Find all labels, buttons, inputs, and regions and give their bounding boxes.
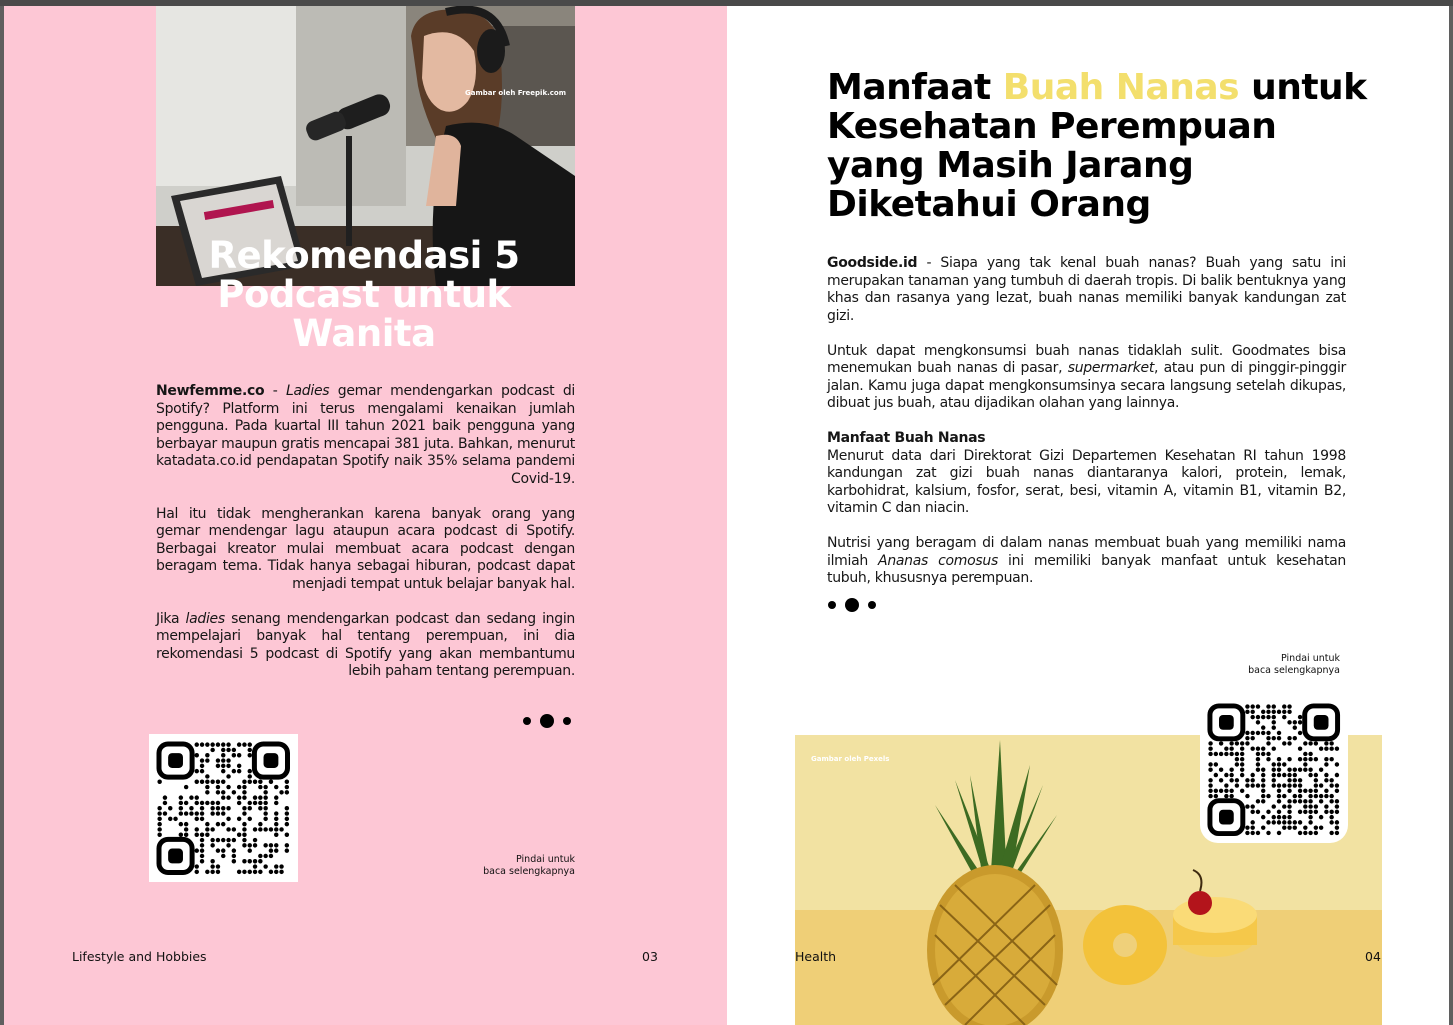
paragraph-1 [156, 383, 575, 488]
scan-note-line-1: Pindai untuk [1281, 653, 1340, 664]
paragraph-4 [827, 535, 1346, 588]
article-title [827, 68, 1367, 224]
page-number: 04 [1365, 949, 1381, 964]
qr-code-pattern [149, 734, 298, 882]
scan-note [1200, 653, 1340, 677]
footer-section: Lifestyle and Hobbies [72, 949, 207, 964]
source-name: Newfemme.co [156, 383, 265, 399]
article-title: Rekomendasi 5 Podcast untuk Wanita [208, 234, 520, 355]
emphasis: Ananas comosus [878, 552, 998, 569]
photo-credit: Gambar oleh Freepik.com [465, 89, 567, 97]
paragraph-1 [827, 255, 1346, 325]
qr-code-pattern [1200, 696, 1348, 843]
page-dots-icon [523, 714, 571, 728]
article-body [827, 255, 1346, 605]
magazine-page-left [4, 6, 727, 1025]
emphasis: Ladies [286, 383, 330, 399]
title-highlight: Buah Nanas [1002, 67, 1240, 108]
paragraph-text: ini memiliki banyak manfaat untuk kesehatan tubuh, khususnya perempuan. [827, 552, 1346, 586]
page-dots-icon [828, 598, 876, 612]
magazine-page-right [727, 6, 1449, 1025]
paragraph-text: Untuk dapat mengkonsumsi buah nanas tidaklah sulit. Goodmates bisa menemukan buah nanas di pasar, [827, 342, 1346, 376]
separator: - [264, 383, 287, 399]
paragraph-text: - Siapa yang tak kenal buah nanas? Buah yang satu ini merupakan tanaman yang tumbuh di daerah tropis. Di balik bentuknya yang khas dan rasanya yang lezat, buah nanas memiliki banyak kandungan zat gizi. [827, 255, 1346, 324]
scan-note [435, 854, 575, 878]
title-part: Manfaat [827, 67, 1003, 108]
footer-section: Health [795, 949, 837, 964]
emphasis: ladies [185, 610, 225, 627]
paragraph-2: Hal itu tidak mengherankan karena banyak orang yang gemar mendengar lagu ataupun acara podcast di Spotify. Berbagai kreator mulai membuat acara podcast dengan beragam tema. Tidak hanya sebagai hiburan, podcast dapat menjadi tempat untuk belajar banyak hal. [156, 505, 575, 592]
article-body [156, 383, 575, 698]
paragraph-text: Nutrisi yang beragam di dalam nanas membuat buah yang memiliki nama ilmiah [827, 535, 1346, 569]
paragraph-text: Jika [156, 610, 186, 627]
qr-code-icon[interactable] [1200, 696, 1348, 843]
scan-note-line-1: Pindai untuk [516, 854, 575, 865]
paragraph-text: Menurut data dari Direktorat Gizi Departemen Kesehatan RI tahun 1998 kandungan zat gizi buah nanas diantaranya kalori, protein, lemak, karbohidrat, kalsium, fosfor, serat, besi, vitamin A, vitamin B1, vitamin B2, vitamin C dan niacin. [827, 447, 1346, 516]
photo-credit: Gambar oleh Pexels [811, 755, 890, 763]
paragraph-3 [156, 611, 575, 681]
qr-code-icon[interactable] [149, 734, 298, 882]
subheading: Manfaat Buah Nanas [827, 430, 986, 446]
paragraph-text: senang mendengarkan podcast dan sedang ingin mempelajari banyak hal tentang perempuan, ini dia rekomendasi 5 podcast di Spotify yang akan membantumu lebih paham tentang perempuan. [156, 610, 575, 679]
scan-note-line-2: baca selengkapnya [1248, 665, 1340, 676]
source-name: Goodside.id [827, 255, 918, 271]
paragraph-2 [827, 343, 1346, 413]
paragraph-text: , atau pun di pinggir-pinggir jalan. Kamu juga dapat mengkonsumsinya secara langsung setelah dikupas, dibuat jus buah, atau dijadikan olahan yang lainnya. [827, 360, 1347, 411]
paragraph-3 [827, 430, 1346, 518]
page-number: 03 [642, 949, 658, 964]
emphasis: supermarket [1067, 360, 1155, 376]
title-part: untuk Kesehatan Perempuan yang Masih Jarang Diketahui Orang [827, 67, 1367, 225]
paragraph-text: gemar mendengarkan podcast di Spotify? Platform ini terus mengalami kenaikan jumlah pengguna. Pada kuartal III tahun 2021 baik pengguna yang berbayar maupun gratis mencapai 381 juta. Bahkan, menurut katadata.co.id pendapatan Spotify naik 35% selama pandemi Covid-19. [156, 383, 575, 487]
scan-note-line-2: baca selengkapnya [483, 866, 575, 877]
